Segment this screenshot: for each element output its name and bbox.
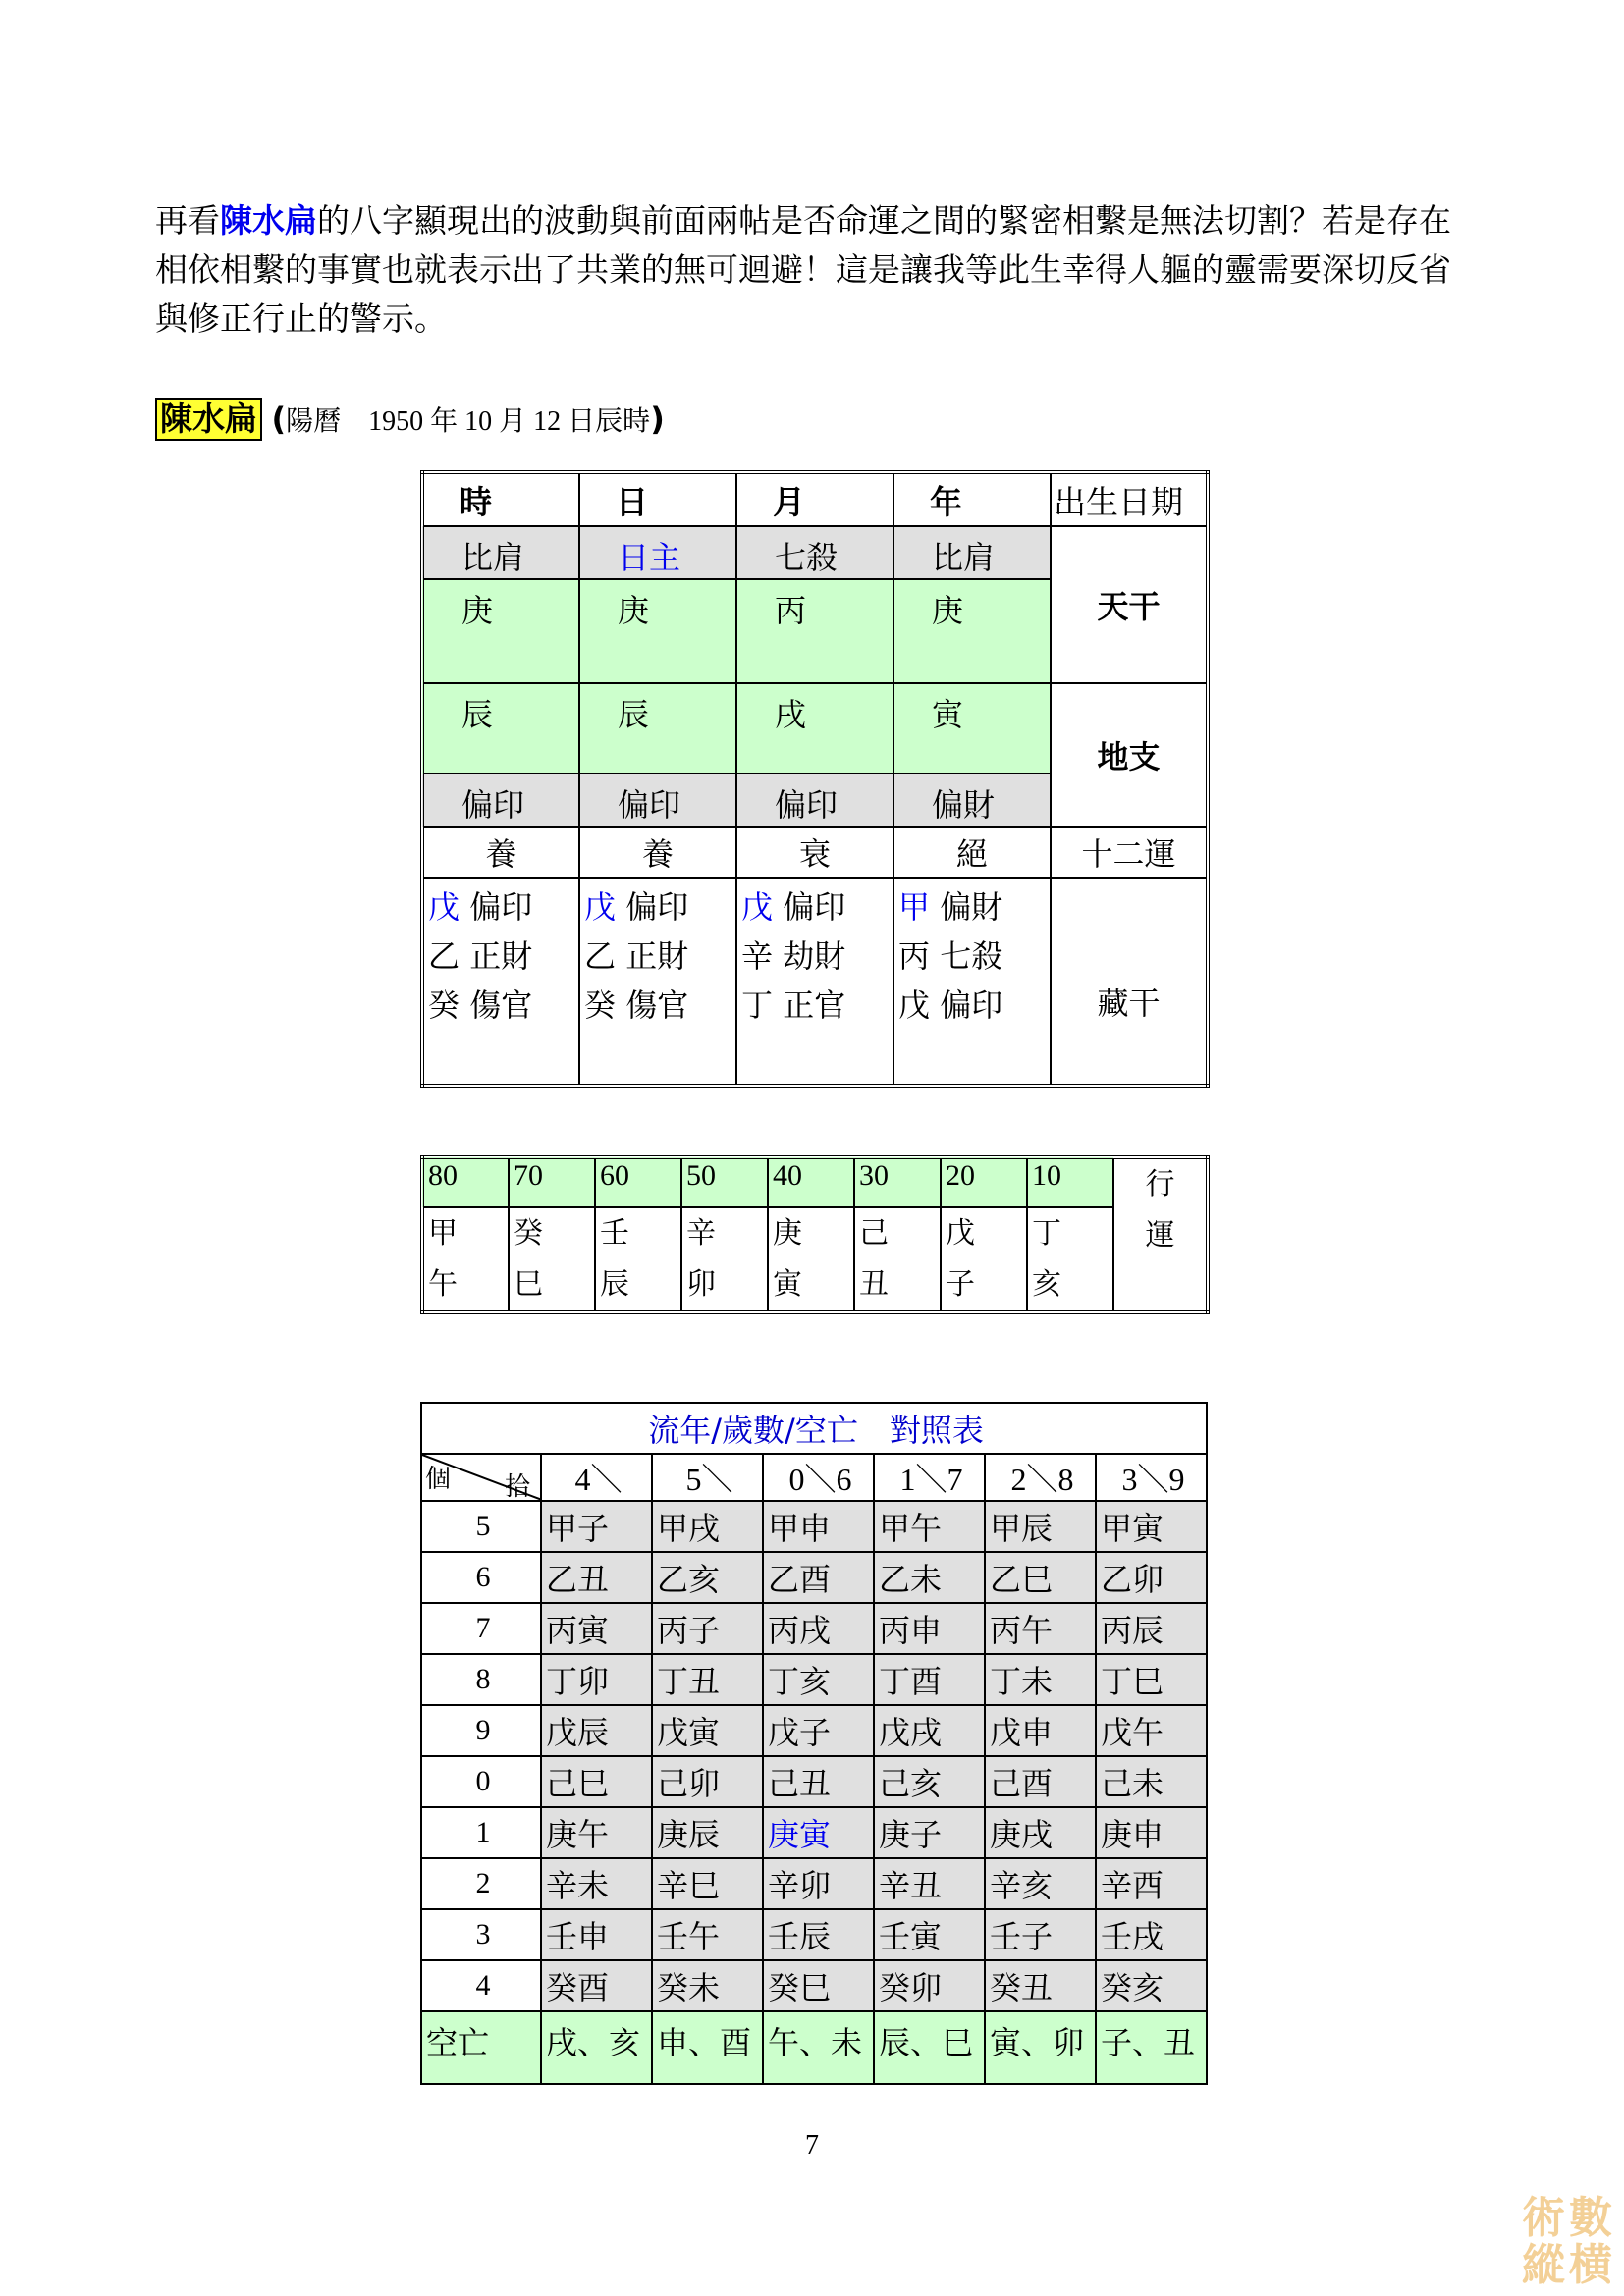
twelve-stage: 絕 [893,827,1051,878]
year-cell: 丙辰 [1096,1603,1207,1654]
hidden-stems [736,878,893,1086]
year-cell: 癸未 [652,1960,763,2011]
year-cell: 丙寅 [541,1603,652,1654]
pillar-header: 日 [579,472,736,526]
year-column-header: 0＼6 [763,1454,874,1501]
luck-stem: 壬 [595,1207,681,1259]
year-cell: 己巳 [541,1756,652,1807]
year-row-key: 8 [421,1654,541,1705]
year-cell: 丁卯 [541,1654,652,1705]
luck-branch: 辰 [595,1259,681,1312]
luck-stem: 戊 [941,1207,1027,1259]
watermark-char: 縱 [1522,2240,1565,2290]
year-cell: 癸巳 [763,1960,874,2011]
luck-age: 80 [422,1157,509,1207]
luck-branch: 丑 [854,1259,941,1312]
luck-age: 40 [768,1157,854,1207]
earthly-branch: 辰 [422,683,579,774]
year-cell: 己卯 [652,1756,763,1807]
branch-god: 偏財 [893,774,1051,827]
year-cell: 己未 [1096,1756,1207,1807]
year-cell: 庚寅 [763,1807,874,1858]
intro-paragraph [155,196,1471,344]
year-row [421,1909,1207,1960]
luck-branch: 子 [941,1259,1027,1312]
stem-god: 比肩 [422,526,579,579]
subject-name-link: 陳水扁 [220,201,317,240]
hidden-stem-line: 戊 偏印 [898,987,1003,1024]
stem-god: 七殺 [736,526,893,579]
year-cell: 辛亥 [985,1858,1096,1909]
year-cell: 戊申 [985,1705,1096,1756]
year-cell: 甲戌 [652,1501,763,1552]
year-cell: 壬申 [541,1909,652,1960]
stem-god: 比肩 [893,526,1051,579]
year-row-key: 0 [421,1756,541,1807]
year-column-header-row [421,1454,1207,1501]
hidden-stems [422,878,579,1086]
hidden-stem-line: 丁 正官 [741,987,846,1024]
year-cell: 丙申 [874,1603,985,1654]
year-cell: 壬午 [652,1909,763,1960]
year-row [421,1756,1207,1807]
luck-stem: 甲 [422,1207,509,1259]
year-cell: 甲午 [874,1501,985,1552]
year-cell: 庚戌 [985,1807,1096,1858]
hidden-stems [893,878,1051,1086]
luck-stem: 癸 [509,1207,595,1259]
year-cell: 庚午 [541,1807,652,1858]
earthly-branch-label: 地支 [1051,683,1208,827]
year-cell: 戊寅 [652,1705,763,1756]
year-cell: 庚辰 [652,1807,763,1858]
year-row [421,1858,1207,1909]
luck-stem-row [422,1207,1208,1259]
year-column-header: 3＼9 [1096,1454,1207,1501]
hidden-stem-line: 辛 劫財 [741,937,846,975]
year-cell: 甲寅 [1096,1501,1207,1552]
year-cell: 乙酉 [763,1552,874,1603]
year-row-key: 3 [421,1909,541,1960]
corner-ones-label: 個 [425,1465,452,1493]
birth-date-label: 出生日期 [1051,472,1208,526]
stem-god: 日主 [579,526,736,579]
hidden-stem-line: 丙 七殺 [898,937,1003,975]
year-row [421,1654,1207,1705]
year-cell: 乙未 [874,1552,985,1603]
year-row-key: 1 [421,1807,541,1858]
year-cell: 壬戌 [1096,1909,1207,1960]
twelve-stage: 衰 [736,827,893,878]
intro-line-1: 再看陳水扁的八字顯現出的波動與前面兩帖是否命運之間的緊密相繫是無法切割？若是存在 [155,201,1451,240]
twelve-stage: 養 [422,827,579,878]
year-column-header: 5＼ [652,1454,763,1501]
year-cell: 己丑 [763,1756,874,1807]
bazi-chart [420,470,1210,1088]
kongwang-cell: 辰、巳 [874,2011,985,2084]
twelve-stage-label: 十二運 [1051,827,1208,878]
kongwang-row [421,2011,1207,2084]
year-cell: 丁酉 [874,1654,985,1705]
birth-date: 陽曆 1950 年 10 月 12 日辰時 [286,406,651,437]
hidden-stem-line: 戊 偏印 [584,888,689,926]
year-row-key: 7 [421,1603,541,1654]
year-cell: 戊子 [763,1705,874,1756]
year-cell: 辛卯 [763,1858,874,1909]
year-row-key: 2 [421,1858,541,1909]
year-cell: 丙子 [652,1603,763,1654]
year-cell: 丁丑 [652,1654,763,1705]
earthly-branch: 辰 [579,683,736,774]
luck-age: 30 [854,1157,941,1207]
luck-age-row [422,1157,1208,1207]
year-row [421,1807,1207,1858]
year-cell: 癸丑 [985,1960,1096,2011]
heavenly-stem: 丙 [736,579,893,683]
kongwang-cell: 子、丑 [1096,2011,1207,2084]
year-cell: 壬寅 [874,1909,985,1960]
year-cell: 乙丑 [541,1552,652,1603]
luck-branch: 午 [422,1259,509,1312]
year-cell: 癸亥 [1096,1960,1207,2011]
hidden-stem-line: 癸 傷官 [428,987,533,1024]
pillar-header: 月 [736,472,893,526]
year-row [421,1552,1207,1603]
year-cell: 甲子 [541,1501,652,1552]
year-cell: 辛酉 [1096,1858,1207,1909]
branch-row [422,683,1208,774]
earthly-branch: 戌 [736,683,893,774]
watermark-char: 横 [1569,2240,1612,2290]
luck-stem: 辛 [681,1207,768,1259]
corner-diagonal-cell [421,1454,541,1501]
year-cell: 庚申 [1096,1807,1207,1858]
year-row [421,1960,1207,2011]
watermark-char: 術 [1522,2193,1565,2243]
kongwang-cell: 戌、亥 [541,2011,652,2084]
kongwang-label: 空亡 [421,2011,541,2084]
luck-label: 行 運 [1113,1157,1208,1312]
hidden-stem-line: 戊 偏印 [428,888,533,926]
year-row-key: 4 [421,1960,541,2011]
intro-line-3: 與修正行止的警示。 [155,299,447,338]
luck-cycle-table [420,1155,1210,1314]
branch-god: 偏印 [736,774,893,827]
year-lookup-table [420,1402,1208,2085]
pillar-header: 時 [422,472,579,526]
twelve-stage: 養 [579,827,736,878]
hidden-stem-line: 乙 正財 [428,937,533,975]
luck-age: 70 [509,1157,595,1207]
kongwang-cell: 午、未 [763,2011,874,2084]
hidden-stem-label: 藏干 [1051,878,1208,1086]
year-cell: 乙巳 [985,1552,1096,1603]
luck-branch-row [422,1259,1208,1312]
heavenly-stem: 庚 [579,579,736,683]
twelve-stage-row [422,827,1208,878]
luck-branch: 亥 [1027,1259,1113,1312]
kongwang-cell: 申、酉 [652,2011,763,2084]
year-cell: 乙卯 [1096,1552,1207,1603]
page-number: 7 [805,2130,819,2161]
year-column-header: 1＼7 [874,1454,985,1501]
year-cell: 甲申 [763,1501,874,1552]
heavenly-stem: 庚 [422,579,579,683]
year-cell: 戊午 [1096,1705,1207,1756]
heavenly-stem-label: 天干 [1051,526,1208,683]
earthly-branch: 寅 [893,683,1051,774]
year-table-title-row [421,1403,1207,1454]
kongwang-cell: 寅、卯 [985,2011,1096,2084]
luck-branch: 巳 [509,1259,595,1312]
year-cell: 庚子 [874,1807,985,1858]
year-cell: 壬子 [985,1909,1096,1960]
branch-god: 偏印 [422,774,579,827]
year-cell: 甲辰 [985,1501,1096,1552]
luck-stem: 庚 [768,1207,854,1259]
year-cell: 壬辰 [763,1909,874,1960]
year-row-key: 9 [421,1705,541,1756]
intro-line-2: 相依相繫的事實也就表示出了共業的無可迴避！這是讓我等此生幸得人軀的靈需要深切反省 [155,250,1451,289]
watermark-seal [1520,2195,1618,2293]
pillar-header-row [422,472,1208,526]
luck-stem: 丁 [1027,1207,1113,1259]
year-column-header: 4＼ [541,1454,652,1501]
stem-god-row [422,526,1208,579]
heavenly-stem: 庚 [893,579,1051,683]
luck-branch: 寅 [768,1259,854,1312]
year-row [421,1501,1207,1552]
hidden-stem-line: 甲 偏財 [898,888,1003,926]
hidden-stem-line: 乙 正財 [584,937,689,975]
hidden-stems [579,878,736,1086]
corner-tens-label: 拾 [504,1472,530,1501]
luck-age: 50 [681,1157,768,1207]
year-cell: 乙亥 [652,1552,763,1603]
year-table-body [421,1501,1207,2011]
subject-heading: 陳水扁 (陽曆 1950 年 10 月 12 日辰時) [155,395,665,444]
hidden-stem-row [422,878,1208,1086]
year-cell: 癸酉 [541,1960,652,2011]
year-cell: 丙戌 [763,1603,874,1654]
year-cell: 辛巳 [652,1858,763,1909]
subject-name-box: 陳水扁 [155,398,262,441]
luck-age: 60 [595,1157,681,1207]
year-cell: 丁亥 [763,1654,874,1705]
year-cell: 戊辰 [541,1705,652,1756]
luck-branch: 卯 [681,1259,768,1312]
year-row-key: 5 [421,1501,541,1552]
year-cell: 戊戌 [874,1705,985,1756]
year-cell: 辛未 [541,1858,652,1909]
luck-age: 10 [1027,1157,1113,1207]
pillar-header: 年 [893,472,1051,526]
luck-age: 20 [941,1157,1027,1207]
year-cell: 丙午 [985,1603,1096,1654]
year-cell: 己酉 [985,1756,1096,1807]
branch-god: 偏印 [579,774,736,827]
year-column-header: 2＼8 [985,1454,1096,1501]
year-cell: 丁巳 [1096,1654,1207,1705]
luck-stem: 己 [854,1207,941,1259]
hidden-stem-line: 癸 傷官 [584,987,689,1024]
watermark-char: 數 [1569,2193,1612,2243]
year-row-key: 6 [421,1552,541,1603]
year-row [421,1705,1207,1756]
year-cell: 丁未 [985,1654,1096,1705]
hidden-stem-line: 戊 偏印 [741,888,846,926]
year-cell: 己亥 [874,1756,985,1807]
year-table-title: 流年/歲數/空亡 對照表 [421,1403,1207,1454]
year-cell: 辛丑 [874,1858,985,1909]
year-row [421,1603,1207,1654]
year-cell: 癸卯 [874,1960,985,2011]
